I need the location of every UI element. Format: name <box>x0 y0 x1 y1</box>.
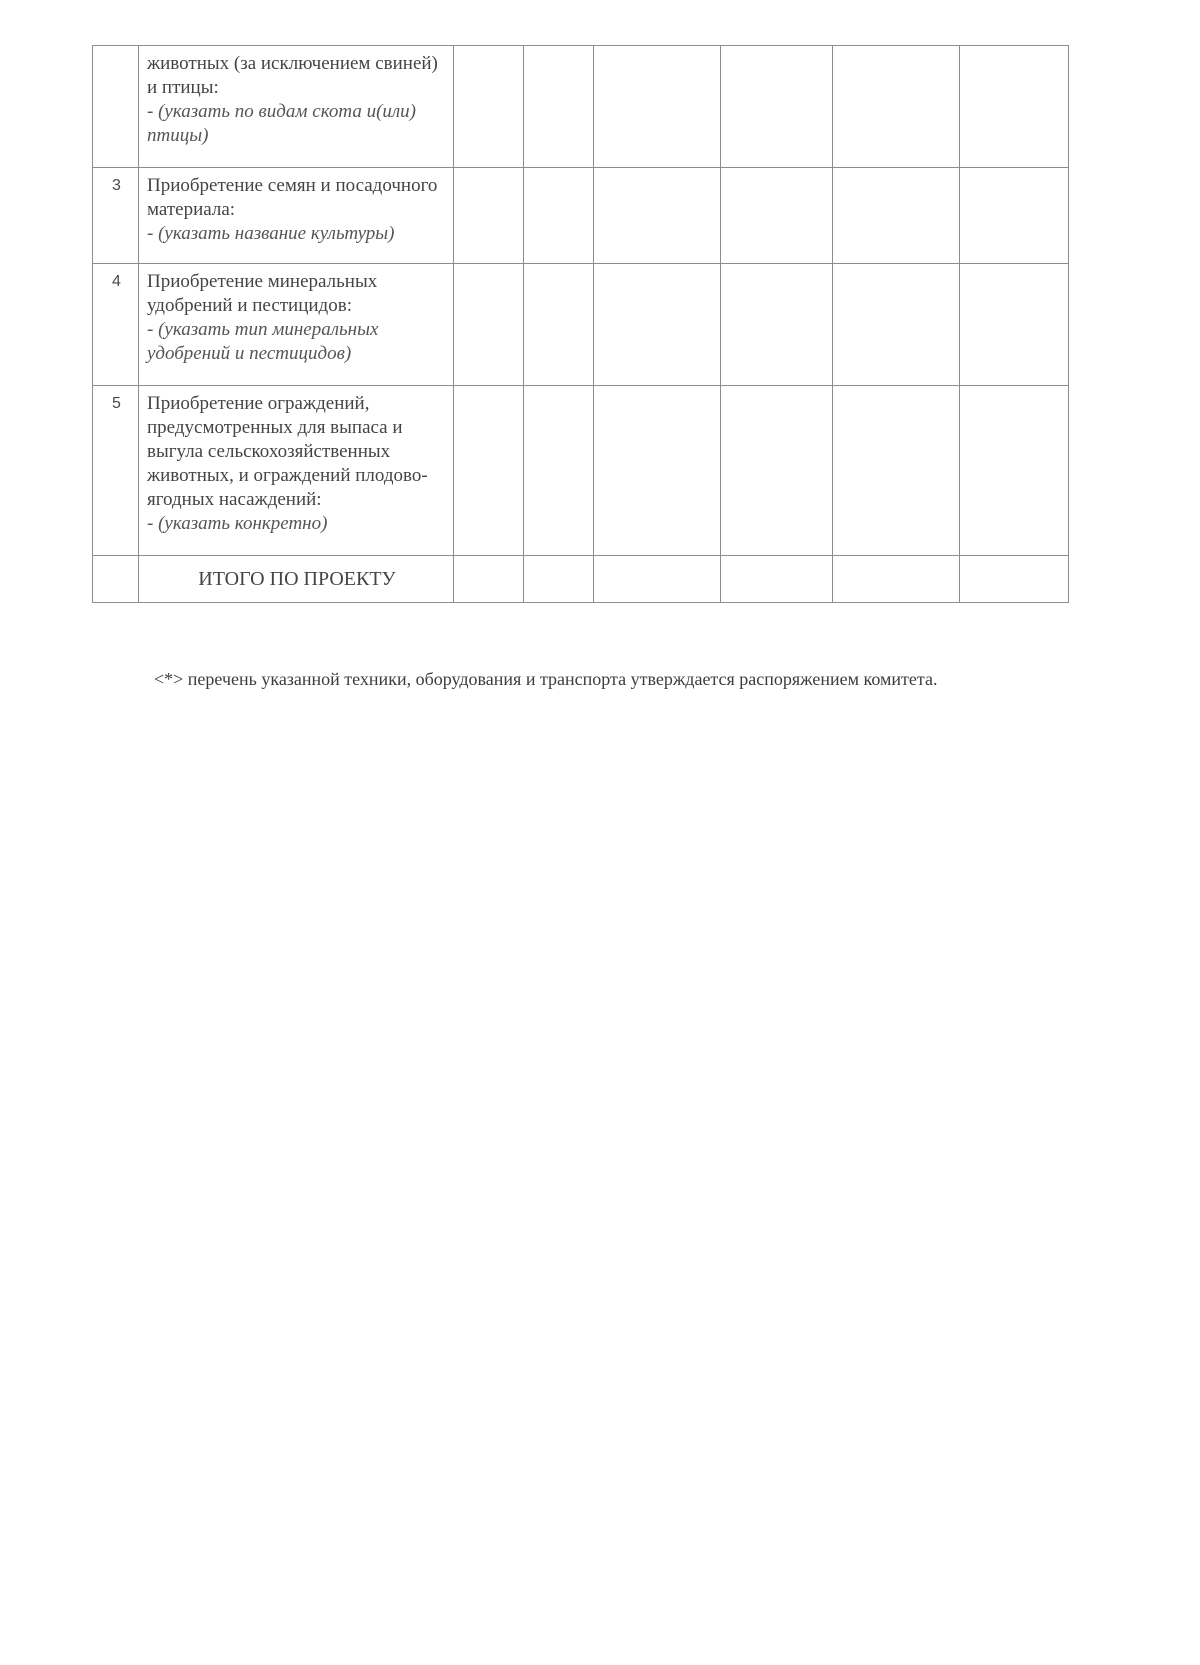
value-cell <box>594 386 721 556</box>
footnote: <*> перечень указанной техники, оборудования и транспорта утверждается распоряжением комитета. <box>154 669 938 689</box>
value-cell <box>960 386 1069 556</box>
value-cell <box>594 264 721 386</box>
value-cell <box>721 46 833 168</box>
value-cell <box>454 46 524 168</box>
value-cell <box>721 264 833 386</box>
value-cell <box>594 168 721 264</box>
value-cell <box>721 386 833 556</box>
value-cell <box>594 46 721 168</box>
value-cell <box>833 386 960 556</box>
row-name-cell <box>139 46 454 168</box>
table-row <box>93 168 1069 264</box>
value-cell <box>454 264 524 386</box>
row-title: Приобретение ограждений, предусмотренных для выпаса и выгула сельскохозяйственных животных, и ограждений плодово-ягодных насаждений: <box>147 393 428 510</box>
row-note: - (указать название культуры) <box>147 223 395 244</box>
row-number: 5 <box>93 386 139 556</box>
total-row <box>93 556 1069 603</box>
row-title: Приобретение минеральных удобрений и пестицидов: <box>147 271 378 316</box>
value-cell <box>960 46 1069 168</box>
row-number <box>93 556 139 603</box>
value-cell <box>833 168 960 264</box>
row-note: - (указать конкретно) <box>147 513 328 534</box>
value-cell <box>833 264 960 386</box>
value-cell <box>524 46 594 168</box>
total-label: ИТОГО ПО ПРОЕКТУ <box>139 556 454 603</box>
value-cell <box>594 556 721 603</box>
value-cell <box>721 168 833 264</box>
table-row <box>93 386 1069 556</box>
row-name-cell <box>139 386 454 556</box>
value-cell <box>524 556 594 603</box>
value-cell <box>960 556 1069 603</box>
row-number: 4 <box>93 264 139 386</box>
row-number <box>93 46 139 168</box>
table-row <box>93 46 1069 168</box>
value-cell <box>454 386 524 556</box>
table-row <box>93 264 1069 386</box>
row-number: 3 <box>93 168 139 264</box>
row-name-cell <box>139 264 454 386</box>
value-cell <box>833 556 960 603</box>
row-title: животных (за исключением свиней) и птицы: <box>147 53 438 98</box>
value-cell <box>524 386 594 556</box>
value-cell <box>833 46 960 168</box>
value-cell <box>524 168 594 264</box>
row-name-cell <box>139 168 454 264</box>
value-cell <box>524 264 594 386</box>
value-cell <box>454 556 524 603</box>
row-title: Приобретение семян и посадочного материала: <box>147 175 438 220</box>
value-cell <box>960 264 1069 386</box>
value-cell <box>721 556 833 603</box>
row-note: - (указать по видам скота и(или) птицы) <box>147 101 417 146</box>
project-cost-table <box>92 45 1069 603</box>
value-cell <box>454 168 524 264</box>
row-note: - (указать тип минеральных удобрений и пестицидов) <box>147 319 379 364</box>
value-cell <box>960 168 1069 264</box>
